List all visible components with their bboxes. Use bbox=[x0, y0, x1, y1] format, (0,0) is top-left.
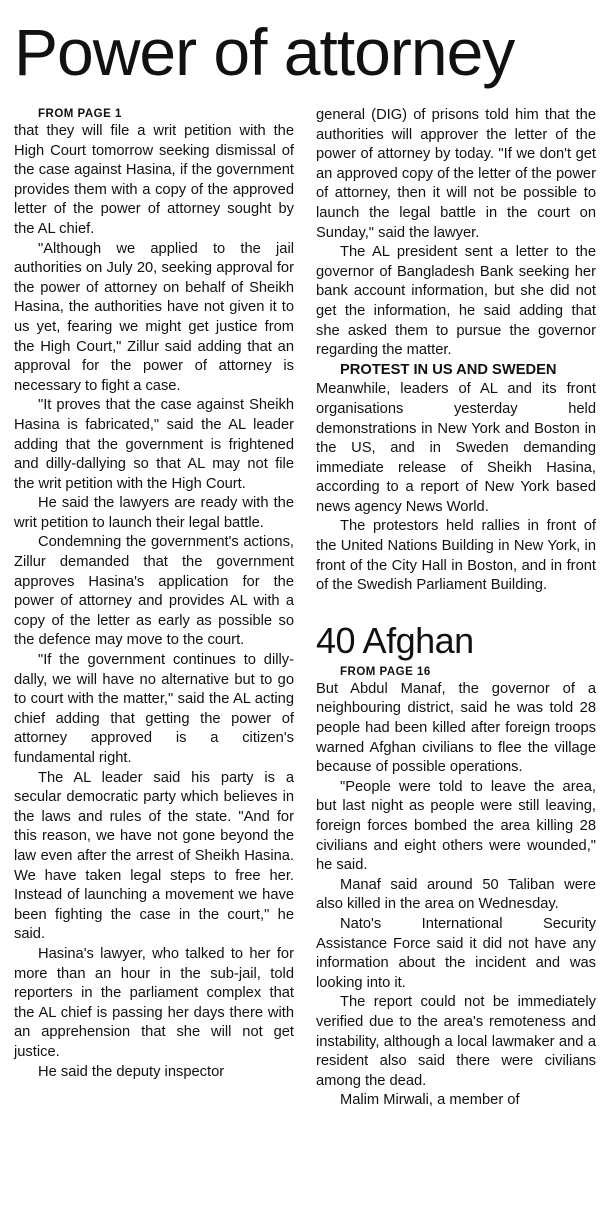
story1-paragraph: general (DIG) of prisons told him that the authorities will approver the letter of the power of attorney by today. "If we don't get an approved copy of the letter of the power of attorney, then it will not be possible to launch the legal battle in the court on Sunday," said the lawyer. bbox=[316, 107, 596, 241]
left-column bbox=[14, 106, 294, 1082]
story1-paragraph: Condemning the government's actions, Zillur demanded that the government approves Hasina's application for the power of attorney and provides AL with a copy of the letter as early as possible so the defence may move to the court. bbox=[14, 534, 294, 649]
story1-paragraph: The AL leader said his party is a secular democratic party which believes in the laws and rules of the state. "And for this reason, we have not gone beyond the law even after the arrest of Sheikh Hasina. We have taken legal steps to free her. Instead of launching a movement we have been fighting the case in the court," he said. bbox=[14, 769, 294, 943]
story1-paragraph: Meanwhile, leaders of AL and its front organisations yesterday held demonstrations in New York and Boston in the US, and in Sweden demanding immediate release of Sheikh Hasina, according to a report of New York based news agency News World. bbox=[316, 381, 596, 515]
right-column bbox=[316, 106, 596, 1111]
story1-paragraph: The AL president sent a letter to the governor of Bangladesh Bank seeking her bank account information, but she did not get the information, he said adding that she asked them to pursue the governor regarding the matter. bbox=[316, 244, 596, 359]
headline-40-afghan: 40 Afghan bbox=[316, 619, 474, 661]
story1-paragraph: The protestors held rallies in front of the United Nations Building in New York, in front of the City Hall in Boston, and in front of the Swedish Parliament Building. bbox=[316, 518, 596, 594]
story2-paragraph: Nato's International Security Assistance Force said it did not have any information about the incident and was looking into it. bbox=[316, 915, 596, 991]
story2-kicker: FROM PAGE 16 bbox=[340, 665, 431, 678]
story1-paragraph: "Although we applied to the jail authorities on July 20, seeking approval for the power of attorney on behalf of Sheikh Hasina, the authorities have not given it to us yet, fearing we might get justice from the High Court," Zillur said adding that an approval for the power of attorney is necessary to fight a case. bbox=[14, 240, 294, 394]
story1-paragraph: "If the government continues to dilly-dally, we will have no alternative but to go to court with the matter," said the AL acting chief adding that getting the power of attorney approved is a citizen's fundamental right. bbox=[14, 652, 294, 766]
story2-paragraph: "People were told to leave the area, but last night as people were still leaving, foreign forces bombed the area killing 28 civilians and eight others were wounded," he said. bbox=[316, 778, 596, 874]
story1-kicker: FROM PAGE 1 bbox=[38, 108, 122, 120]
story2-paragraph: Malim Mirwali, a member of bbox=[340, 1092, 520, 1109]
story1-subhead: PROTEST IN US AND SWEDEN bbox=[340, 361, 557, 378]
story2-paragraph: The report could not be immediately verified due to the area's remoteness and instability, although a local lawmaker and a resident also said there were civilians among the dead. bbox=[316, 994, 596, 1089]
story1-paragraph: "It proves that the case against Sheikh Hasina is fabricated," said the AL leader adding that the government is frightened and dilly-dallying so that AL may not file the writ petition with the High Court. bbox=[14, 397, 294, 492]
story2-paragraph: Manaf said around 50 Taliban were also killed in the area on Wednesday. bbox=[316, 876, 596, 913]
story1-paragraph: He said the lawyers are ready with the writ petition to launch their legal battle. bbox=[14, 495, 294, 531]
story2-paragraph: But Abdul Manaf, the governor of a neighbouring district, said he was told 28 people had been killed after foreign troops warned Afghan civilians to flee the village because of possible operations. bbox=[316, 680, 596, 776]
story1-paragraph: He said the deputy inspector bbox=[38, 1063, 225, 1080]
headline-power-of-attorney: Power of attorney bbox=[14, 15, 515, 89]
story1-paragraph: that they will file a writ petition with the High Court tomorrow seeking dismissal of the case against Hasina, if the government provides them with a copy of the approved letter of the power of attorney sought by the AL chief. bbox=[14, 123, 294, 237]
story1-paragraph: Hasina's lawyer, who talked to her for more than an hour in the sub-jail, told reporters in the parliament complex that the AL chief is passing her days there with an apprehension that she will not get justice. bbox=[14, 945, 294, 1060]
